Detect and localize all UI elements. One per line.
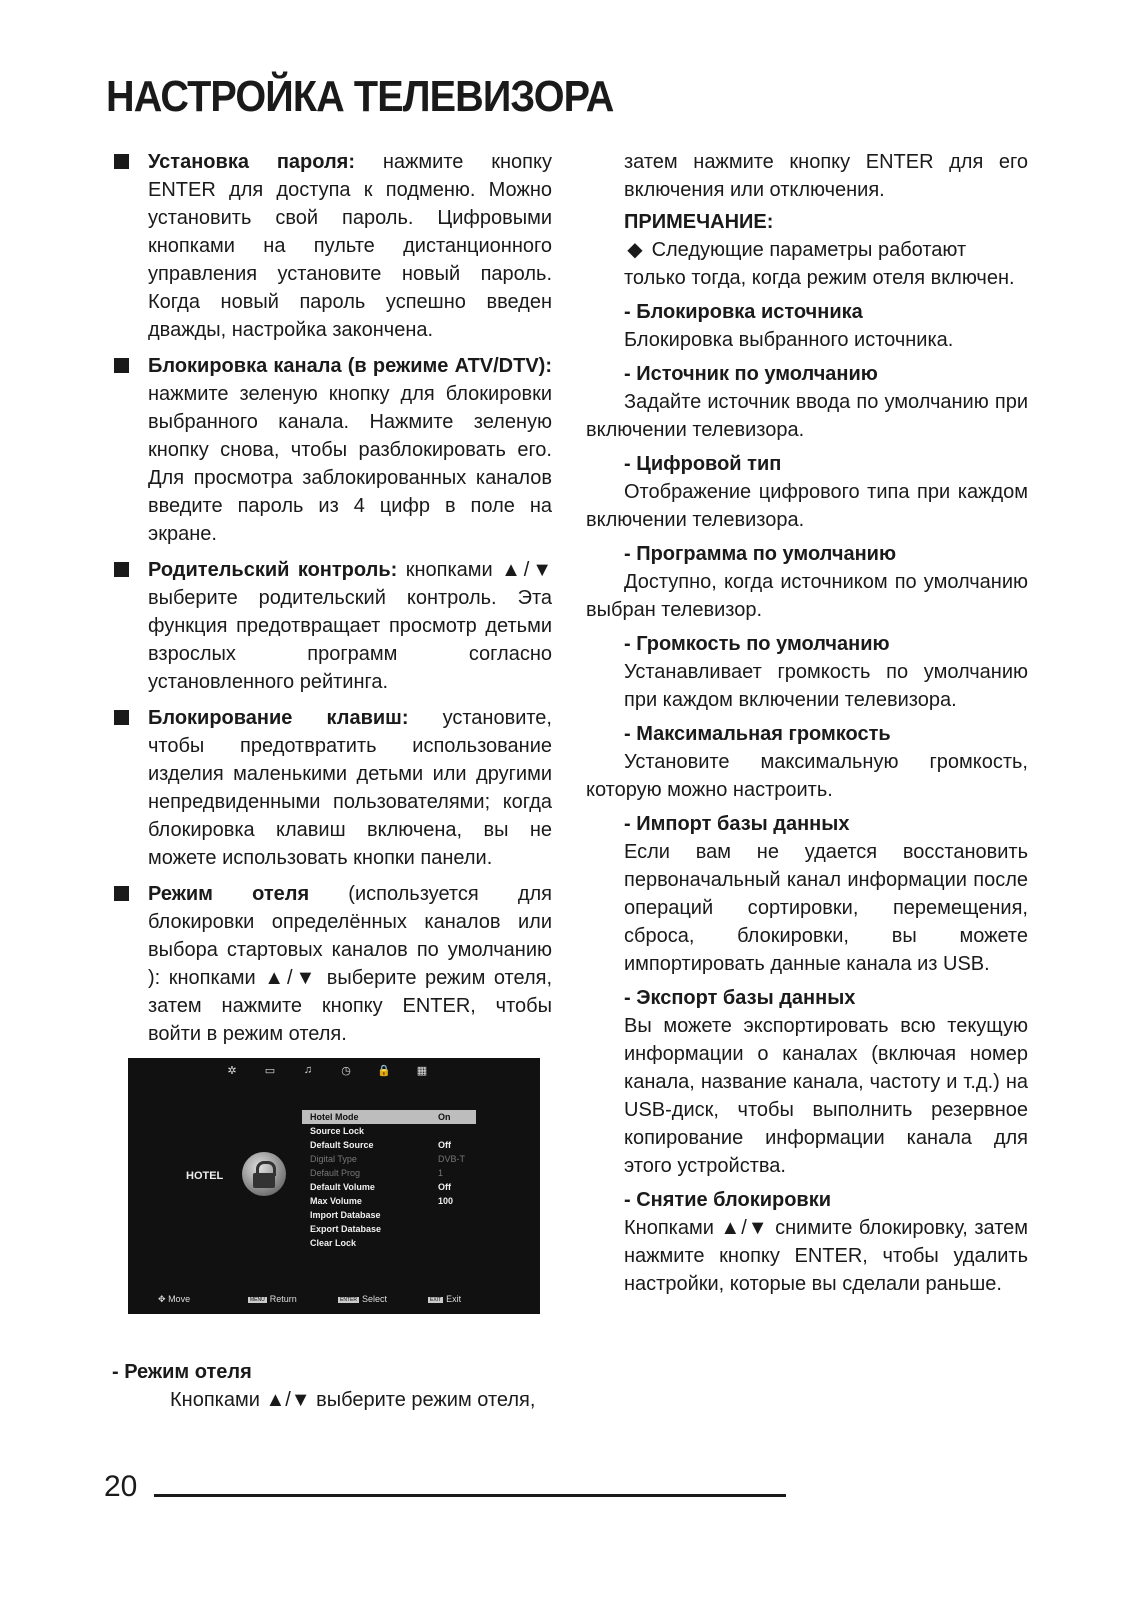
picture-tab-icon: ✲ xyxy=(227,1065,237,1077)
diamond-bullet-icon: ◆ xyxy=(627,239,643,261)
menu-row-default-source: Default Source Off xyxy=(310,1140,451,1150)
menu-footer xyxy=(158,1294,530,1305)
setup-tab-icon: ▦ xyxy=(416,1065,428,1077)
footer-exit: EXIT Exit xyxy=(430,1294,462,1304)
heading-default-source: - Источник по умолчанию xyxy=(624,363,878,385)
menu-key-icon: MENU xyxy=(250,1296,265,1303)
bullet-password xyxy=(108,148,552,344)
menu-tabs xyxy=(224,1064,430,1077)
footer-select: ENTER Select xyxy=(340,1294,387,1304)
right-column xyxy=(586,148,1028,1298)
bullet-text: кнопками ▲/▼ выберите родительский контроль. Эта функция предотвращает просмотр детьми взрослых программ согласно установленного рейтинга. xyxy=(148,559,553,693)
menu-row-source-lock: Source Lock xyxy=(310,1126,365,1136)
bullet-title: Режим отеля xyxy=(148,883,310,905)
note-title: ПРИМЕЧАНИЕ: xyxy=(624,211,774,233)
menu-row-max-volume: Max Volume 100 xyxy=(310,1196,454,1206)
bullet-parental-control xyxy=(108,556,552,696)
page-title: НАСТРОЙКА ТЕЛЕВИЗОРА xyxy=(106,72,614,121)
menu-row-default-prog: Default Prog 1 xyxy=(310,1168,444,1178)
section-heading: - Режим отеля xyxy=(112,1361,252,1383)
lock-tab-icon: 🔒 xyxy=(377,1065,391,1077)
page-number: 20 xyxy=(104,1470,138,1503)
section-text: Кнопками ▲/▼ выберите режим отеля, xyxy=(170,1389,536,1411)
heading-default-volume: - Громкость по умолчанию xyxy=(624,633,890,655)
footer-rule xyxy=(154,1494,786,1497)
footer-return: MENU Return xyxy=(250,1294,297,1304)
bullet-text: (используется для блокировки определённых каналов или выбора стартовых каналов по умолчанию ): кнопками ▲/▼ выберите режим отеля, затем нажмите кнопку ENTER, чтобы войти в режим отеля. xyxy=(148,883,552,1045)
lock-icon xyxy=(242,1152,286,1196)
text-export-database: Вы можете экспортировать всю текущую информации о каналах (включая номер канала, название канала, частоту и т.д.) на USB-диск, чтобы выполнить резервное копирование информации канала для этого устройства. xyxy=(624,1015,1028,1177)
menu-row-hotel-mode: Hotel Mode On xyxy=(302,1110,476,1124)
bullet-title: Блокирование клавиш: xyxy=(148,707,409,729)
text-clear-lock: Кнопками ▲/▼ снимите блокировку, затем нажмите кнопку ENTER, чтобы удалить настройки, которые вы сделали раньше. xyxy=(624,1217,1028,1295)
bullet-text: установите, чтобы предотвратить использование изделия маленькими детьми или другими непредвиденными пользователями; когда блокировка клавиш включена, вы не можете использовать кнопки панели. xyxy=(148,707,552,869)
footer-move: ✥ Move xyxy=(158,1294,191,1304)
text-source-lock: Блокировка выбранного источника. xyxy=(624,329,954,351)
heading-import-database: - Импорт базы данных xyxy=(624,813,850,835)
enter-key-icon: ENTER xyxy=(340,1296,357,1303)
sound-tab-icon: ♫ xyxy=(303,1064,313,1076)
text-import-database: Если вам не удается восстановить первоначальный канал информации после операций сортировки, перемещения, сброса, блокировки, вы можете импортировать данные канала из USB. xyxy=(624,841,1028,975)
heading-max-volume: - Максимальная громкость xyxy=(624,723,891,745)
menu-row-export-database: Export Database xyxy=(310,1224,382,1234)
note-text: Следующие параметры работают только тогда, когда режим отеля включен. xyxy=(624,239,1015,289)
text-default-program: Доступно, когда источником по умолчанию выбран телевизор. xyxy=(586,571,1028,621)
hotel-label: HOTEL xyxy=(186,1170,224,1182)
bullet-text: нажмите зеленую кнопку для блокировки выбранного канала. Нажмите зеленую кнопку снова, чтобы разблокировать его. Для просмотра заблокированных каналов введите пароль из 4 цифр в поле на экране. xyxy=(148,383,552,545)
menu-row-import-database: Import Database xyxy=(310,1210,381,1220)
heading-export-database: - Экспорт базы данных xyxy=(624,987,856,1009)
heading-digital-type: - Цифровой тип xyxy=(624,453,782,475)
note-item xyxy=(586,236,1028,292)
tv-menu-screenshot xyxy=(128,1058,540,1314)
intro-text: затем нажмите кнопку ENTER для его включения или отключения. xyxy=(624,151,1028,201)
bullet-title: Родительский контроль: xyxy=(148,559,398,581)
bullet-title: Блокировка канала (в режиме ATV/DTV): xyxy=(148,355,552,377)
screen-tab-icon: ▭ xyxy=(264,1065,276,1077)
bullet-key-lock xyxy=(108,704,552,872)
heading-default-program: - Программа по умолчанию xyxy=(624,543,897,565)
text-default-volume: Устанавливает громкость по умолчанию при каждом включении телевизора. xyxy=(624,661,1028,711)
left-column xyxy=(108,148,552,1056)
hotel-mode-section xyxy=(112,1352,552,1414)
heading-source-lock: - Блокировка источника xyxy=(624,301,863,323)
exit-key-icon: EXIT xyxy=(430,1296,442,1303)
text-digital-type: Отображение цифрового типа при каждом включении телевизора. xyxy=(586,481,1028,531)
bullet-hotel-mode xyxy=(108,880,552,1048)
square-bullet-icon xyxy=(114,358,129,373)
heading-clear-lock: - Снятие блокировки xyxy=(624,1189,832,1211)
menu-row-clear-lock: Clear Lock xyxy=(310,1238,357,1248)
square-bullet-icon xyxy=(114,562,129,577)
square-bullet-icon xyxy=(114,154,129,169)
move-icon: ✥ xyxy=(158,1294,166,1304)
menu-row-digital-type: Digital Type DVB-T xyxy=(310,1154,465,1164)
text-max-volume: Установите максимальную громкость, которую можно настроить. xyxy=(586,751,1028,801)
time-tab-icon: ◷ xyxy=(341,1065,351,1077)
square-bullet-icon xyxy=(114,710,129,725)
square-bullet-icon xyxy=(114,886,129,901)
bullet-text: нажмите кнопку ENTER для доступа к подменю. Можно установить свой пароль. Цифровыми кнопками на пульте дистанционного управления установите новый пароль. Когда новый пароль успешно введен дважды, настройка закончена. xyxy=(148,151,552,341)
menu-row-default-volume: Default Volume Off xyxy=(310,1182,451,1192)
bullet-channel-lock xyxy=(108,352,552,548)
text-default-source: Задайте источник ввода по умолчанию при включении телевизора. xyxy=(586,391,1028,441)
bullet-title: Установка пароля: xyxy=(148,151,355,173)
hotel-menu-list xyxy=(302,1110,476,1250)
